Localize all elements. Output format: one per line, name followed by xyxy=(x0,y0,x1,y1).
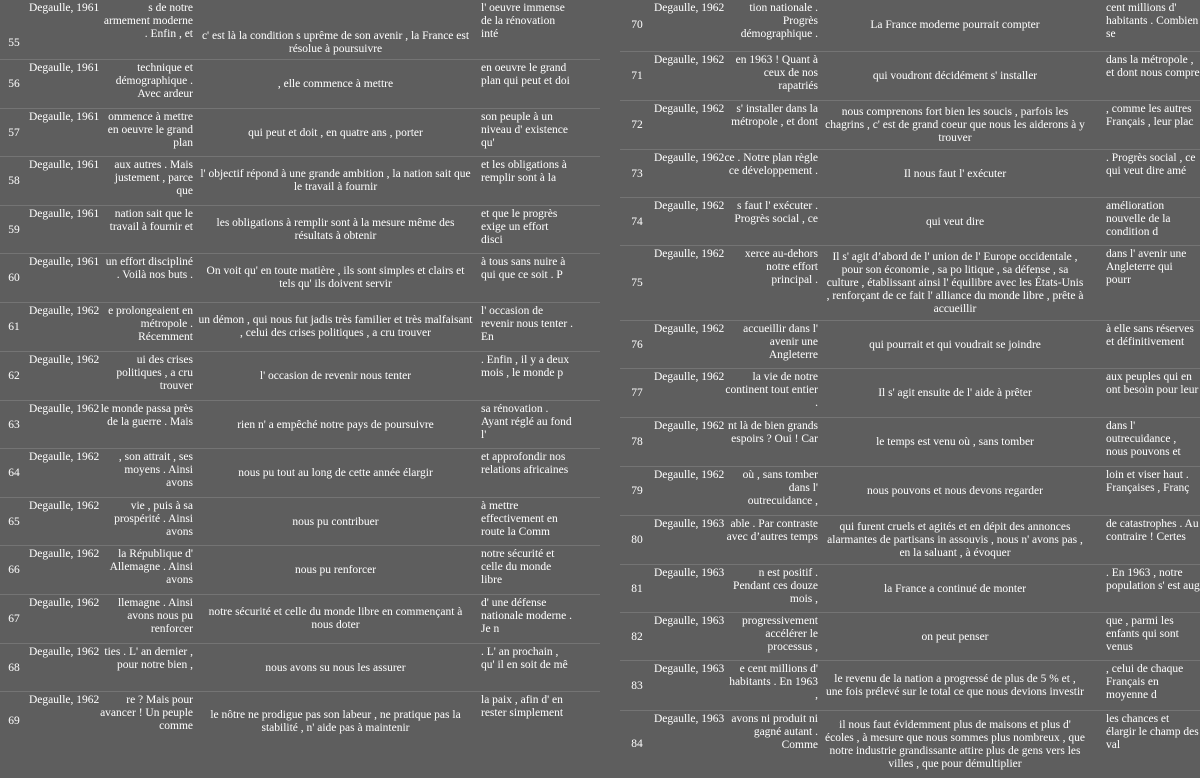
right-context: l' oeuvre immense de la rénovation inté xyxy=(481,2,565,40)
concordance-row xyxy=(620,612,1200,661)
left-context: où , sans tomber dans l' outrecuidance , xyxy=(742,469,818,507)
keyword-in-context: la France a continué de monter xyxy=(883,582,1027,595)
row-number: 77 xyxy=(631,387,643,399)
right-context: . En 1963 , notre population s' est aug xyxy=(1106,567,1200,592)
left-context: n est positif . Pendant ces douze mois , xyxy=(733,567,818,605)
keyword-in-context: le revenu de la nation a progressé de plus de 5 % et , une fois prélevé sur le total ce que nous devions investir xyxy=(825,673,1085,698)
row-source: Degaulle, 1962 xyxy=(654,103,725,115)
left-context: technique et démographique . Avec ardeur xyxy=(115,62,193,100)
concordance-row xyxy=(0,205,600,254)
row-source: Degaulle, 1962 xyxy=(29,354,100,366)
right-context: , comme les autres Français , leur plac xyxy=(1106,103,1194,128)
row-number: 83 xyxy=(631,679,643,692)
right-context: loin et viser haut . Françaises , Franç xyxy=(1106,469,1190,494)
row-source: Degaulle, 1961 xyxy=(29,159,100,171)
right-context: et approfondir nos relations africaines xyxy=(481,451,569,476)
right-context: à elle sans réserves et définitivement xyxy=(1106,323,1194,348)
concordance-row xyxy=(0,691,600,751)
concordance-row xyxy=(0,594,600,643)
row-source: Degaulle, 1961 xyxy=(29,111,100,123)
concordance-row xyxy=(620,51,1200,101)
left-context: xerce au-dehors notre effort principal . xyxy=(744,248,818,286)
left-context: nation sait que le travail à fournir et xyxy=(109,208,193,233)
left-context: llemagne . Ainsi avons nous pu renforcer xyxy=(117,597,193,635)
row-source: Degaulle, 1962 xyxy=(654,469,725,481)
row-source: Degaulle, 1962 xyxy=(29,500,100,512)
row-number: 78 xyxy=(631,436,643,448)
keyword-in-context: nous pu contribuer xyxy=(292,515,379,528)
right-context: à tous sans nuire à qui que ce soit . P xyxy=(481,256,566,281)
keyword-in-context: nous comprenons fort bien les soucis , parfois les chagrins , c' est de grand coeur que nous les aiderons à y trouver xyxy=(825,106,1085,144)
right-context: aux peuples qui en ont besoin pour leur xyxy=(1106,371,1199,396)
row-number: 60 xyxy=(8,271,20,284)
left-context: nt là de bien grands espoirs ? Oui ! Car xyxy=(727,420,818,445)
row-source: Degaulle, 1963 xyxy=(654,567,725,579)
right-context: de catastrophes . Au contraire ! Certes xyxy=(1106,518,1199,543)
left-context: la République d' Allemagne . Ainsi avons xyxy=(109,548,193,586)
concordance-row xyxy=(0,156,600,205)
row-number: 65 xyxy=(8,515,20,528)
concordance-row xyxy=(0,59,600,108)
left-context: la vie de notre continent tout entier . xyxy=(725,371,818,409)
row-number: 70 xyxy=(631,19,643,31)
right-context: sa rénovation . Ayant réglé au fond l' xyxy=(481,403,572,441)
row-source: Degaulle, 1962 xyxy=(29,597,100,609)
left-context: s de notre armement moderne . Enfin , et xyxy=(103,2,193,40)
left-context: tion nationale . Progrès démographique . xyxy=(740,2,818,40)
keyword-in-context: le temps est venu où , sans tomber xyxy=(876,436,1034,448)
row-source: Degaulle, 1962 xyxy=(654,420,725,432)
left-context: ommence à mettre en oeuvre le grand plan xyxy=(107,111,193,149)
keyword-in-context: , elle commence à mettre xyxy=(277,77,394,90)
concordance-row xyxy=(620,417,1200,467)
keyword-in-context: notre sécurité et celle du monde libre en commençant à nous doter xyxy=(208,606,463,631)
keyword-in-context: nous avons su nous les assurer xyxy=(265,661,406,674)
row-number: 63 xyxy=(8,418,20,431)
concordance-row xyxy=(0,643,600,692)
keyword-in-context: qui peut et doit , en quatre ans , porter xyxy=(248,126,423,139)
keyword-in-context: qui furent cruels et agités et en dépit des annonces alarmantes de partisans in assouvis , nous n' avons pas , en la saluant , à évoquer xyxy=(827,521,1083,559)
right-context: dans l' avenir une Angleterre qui pourr xyxy=(1106,248,1187,286)
left-context: able . Par contraste avec d’autres temps xyxy=(726,518,818,543)
row-source: Degaulle, 1961 xyxy=(29,208,100,220)
row-source: Degaulle, 1963 xyxy=(654,713,725,725)
left-context: s faut l' exécuter . Progrès social , ce xyxy=(734,200,818,225)
row-number: 82 xyxy=(631,630,643,643)
row-source: Degaulle, 1962 xyxy=(654,200,725,212)
row-source: Degaulle, 1962 xyxy=(29,694,100,706)
keyword-in-context: le nôtre ne prodigue pas son labeur , ne pratique pas la stabilité , n' aide pas à maintenir xyxy=(210,708,461,734)
right-context: et les obligations à remplir sont à la xyxy=(481,159,567,184)
row-number: 56 xyxy=(8,77,20,90)
row-number: 74 xyxy=(631,215,643,228)
keyword-in-context: rien n' a empêché notre pays de poursuivre xyxy=(237,418,434,431)
right-context: son peuple à un niveau d' existence qu' xyxy=(481,111,569,149)
left-context: ui des crises politiques , a cru trouver xyxy=(116,354,193,392)
concordance-row xyxy=(620,149,1200,198)
keyword-in-context: nous pouvons et nous devons regarder xyxy=(867,485,1043,497)
row-source: Degaulle, 1962 xyxy=(654,248,725,260)
keyword-in-context: Il s' agit d’abord de l' union de l' Europe occidentale , pour son économie , sa po litique , sa défense , sa culture , établissant ainsi l' équilibre avec les États-Unis , renforçant de ce fait l' alliance du monde libre , prête à accueillir xyxy=(826,251,1084,315)
row-number: 59 xyxy=(8,223,20,236)
right-context: en oeuvre le grand plan qui peut et doi xyxy=(481,62,570,87)
row-source: Degaulle, 1961 xyxy=(29,256,100,268)
concordance-row xyxy=(620,245,1200,321)
left-context: s' installer dans la métropole , et dont xyxy=(731,103,818,128)
row-source: Degaulle, 1962 xyxy=(654,152,725,164)
row-source: Degaulle, 1962 xyxy=(29,305,100,317)
row-source: Degaulle, 1962 xyxy=(29,548,100,560)
left-context: ties . L' an dernier , pour notre bien , xyxy=(104,646,193,671)
right-context: . L' an prochain , qu' il en soit de mê xyxy=(481,646,568,671)
row-source: Degaulle, 1962 xyxy=(654,54,725,66)
row-number: 57 xyxy=(8,126,20,139)
right-context: amélioration nouvelle de la condition d xyxy=(1106,200,1171,238)
right-context: , celui de chaque Français en moyenne d xyxy=(1106,663,1184,701)
right-context: dans l' outrecuidance , nous pouvons et xyxy=(1106,420,1181,458)
row-number: 55 xyxy=(8,36,20,49)
row-source: Degaulle, 1961 xyxy=(29,62,100,74)
keyword-in-context: il nous faut évidemment plus de maisons et plus d' écoles , à mesure que nous sommes plus nombreux , que notre industrie grandissante attire plus de gens vers les villes , que pour démultiplier xyxy=(825,718,1085,770)
row-number: 58 xyxy=(8,174,20,187)
left-context: re ? Mais pour avancer ! Un peuple comme xyxy=(100,694,193,732)
concordance-row xyxy=(0,108,600,157)
concordance-row xyxy=(0,497,600,546)
right-context: d' une défense nationale moderne . Je n xyxy=(481,597,573,635)
keyword-in-context: Il s' agit ensuite de l' aide à prêter xyxy=(878,387,1032,399)
right-context: dans la métropole , et dont nous compre xyxy=(1106,54,1200,79)
row-number: 76 xyxy=(631,338,643,351)
keyword-in-context: nous pu tout au long de cette année élargir xyxy=(238,466,433,479)
right-context: l' occasion de revenir nous tenter . En xyxy=(481,305,573,343)
keyword-in-context: qui veut dire xyxy=(925,215,985,228)
left-context: e cent millions d' habitants . En 1963 , xyxy=(729,663,818,701)
left-context: aux autres . Mais justement , parce que xyxy=(114,159,193,197)
concordance-row xyxy=(0,253,600,302)
row-number: 61 xyxy=(8,320,20,333)
right-context: à mettre effectivement en route la Comm xyxy=(481,500,558,538)
keyword-in-context: les obligations à remplir sont à la mesure même des résultats à obtenir xyxy=(216,217,455,242)
row-source: Degaulle, 1963 xyxy=(654,663,725,675)
right-context: . Progrès social , ce qui veut dire amé xyxy=(1106,152,1196,177)
row-number: 75 xyxy=(631,277,643,289)
row-number: 81 xyxy=(631,582,643,595)
left-context: un effort discipliné . Voilà nos buts . xyxy=(105,256,193,281)
row-number: 69 xyxy=(8,715,20,727)
row-number: 72 xyxy=(631,119,643,131)
concordance-row xyxy=(0,448,600,497)
row-number: 68 xyxy=(8,661,20,674)
left-context: , son attrait , ses moyens . Ainsi avons xyxy=(118,451,193,489)
row-number: 62 xyxy=(8,369,20,382)
concordance-row xyxy=(620,100,1200,150)
right-context: cent millions d' habitants . Combien se xyxy=(1106,2,1199,40)
left-context: vie , puis à sa prospérité . Ainsi avons xyxy=(114,500,193,538)
row-number: 64 xyxy=(8,466,20,479)
concordance-row xyxy=(620,660,1200,711)
left-context: avons ni produit ni gagné autant . Comme xyxy=(731,713,818,751)
concordance-row xyxy=(620,320,1200,369)
row-source: Degaulle, 1962 xyxy=(654,323,725,335)
row-source: Degaulle, 1963 xyxy=(654,615,725,627)
right-context: la paix , afin d' en rester simplement xyxy=(481,694,564,719)
row-source: Degaulle, 1963 xyxy=(654,518,725,530)
concordance-row xyxy=(620,564,1200,613)
right-context: les chances et élargir le champ des val xyxy=(1106,713,1199,751)
keyword-in-context: l' occasion de revenir nous tenter xyxy=(259,369,412,382)
keyword-in-context: qui voudront décidément s' installer xyxy=(872,70,1038,82)
row-source: Degaulle, 1962 xyxy=(29,646,100,658)
keyword-in-context: un démon , qui nous fut jadis très familier et très malfaisant , celui des crises politiques , a cru trouver xyxy=(198,314,473,339)
left-context: progressivement accélérer le processus , xyxy=(741,615,818,653)
concordance-row xyxy=(620,197,1200,246)
row-number: 73 xyxy=(631,167,643,180)
concordance-row xyxy=(0,400,600,449)
right-context: . Enfin , il y a deux mois , le monde p xyxy=(481,354,570,379)
keyword-in-context: c' est là la condition s uprême de son avenir , la France est résolue à poursuivre xyxy=(201,30,470,55)
concordance-row xyxy=(0,545,600,594)
left-context: e prolongeaient en métropole . Récemment xyxy=(108,305,193,343)
concordance-row xyxy=(0,302,600,351)
row-source: Degaulle, 1962 xyxy=(29,451,100,463)
concordance-row xyxy=(620,710,1200,778)
row-number: 84 xyxy=(631,738,643,750)
row-number: 80 xyxy=(631,534,643,546)
keyword-in-context: on peut penser xyxy=(921,630,989,643)
concordance-row xyxy=(620,0,1200,51)
left-context: le monde passa près de la guerre . Mais xyxy=(100,403,193,428)
row-source: Degaulle, 1962 xyxy=(654,371,725,383)
concordance-row xyxy=(0,351,600,400)
row-source: Degaulle, 1961 xyxy=(29,2,100,14)
row-source: Degaulle, 1962 xyxy=(29,403,100,415)
left-context: accueillir dans l' avenir une Angleterre xyxy=(743,323,818,361)
right-context: que , parmi les enfants qui sont venus xyxy=(1106,615,1179,653)
row-number: 67 xyxy=(8,612,20,625)
row-number: 79 xyxy=(631,485,643,497)
keyword-in-context: l' objectif répond à une grande ambition , la nation sait que le travail à fournir xyxy=(200,168,471,193)
concordance-row xyxy=(620,466,1200,516)
keyword-in-context: nous pu renforcer xyxy=(294,563,377,576)
keyword-in-context: La France moderne pourrait compter xyxy=(870,19,1040,31)
concordance-row xyxy=(620,368,1200,418)
right-context: et que le progrès exige un effort disci xyxy=(481,208,558,246)
row-source: Degaulle, 1962 xyxy=(654,2,725,14)
left-context: en 1963 ! Quant à ceux de nos rapatriés xyxy=(735,54,818,92)
row-number: 71 xyxy=(631,70,643,82)
right-context: notre sécurité et celle du monde libre xyxy=(481,548,555,586)
keyword-in-context: qui pourrait et qui voudrait se joindre xyxy=(869,338,1041,351)
left-context: ce . Notre plan règle ce développement . xyxy=(724,152,818,177)
keyword-in-context: Il nous faut l' exécuter xyxy=(903,167,1007,180)
concordance-row xyxy=(620,515,1200,565)
keyword-in-context: On voit qu' en toute matière , ils sont simples et clairs et tels qu' ils doivent servir xyxy=(206,265,465,290)
row-number: 66 xyxy=(8,563,20,576)
